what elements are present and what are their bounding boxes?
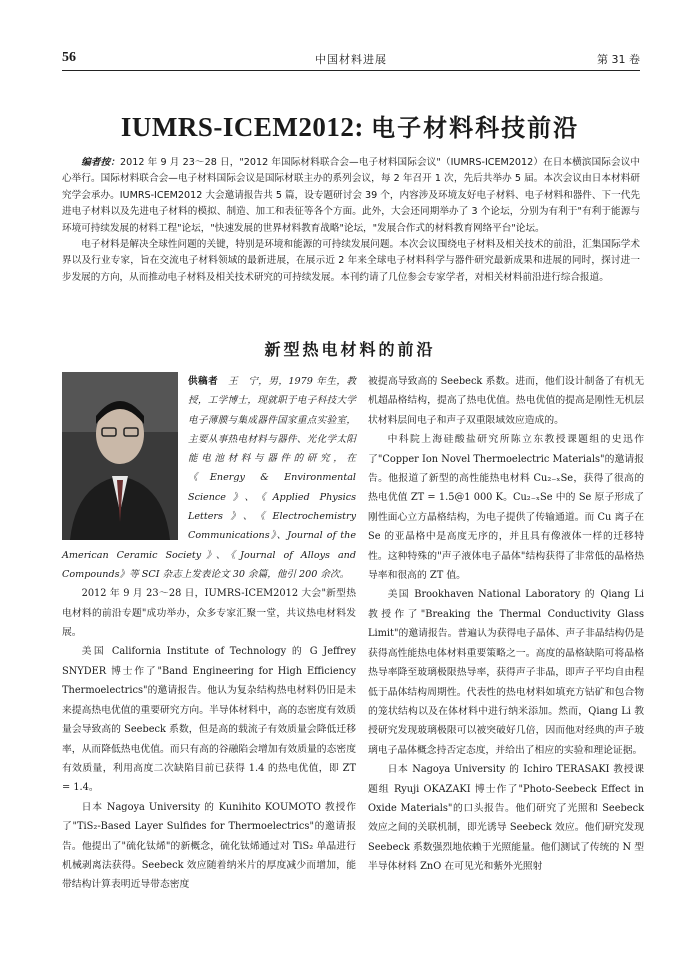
right-para-4: 日本 Nagoya University 的 Ichiro TERASAKI 教授课题组 Ryuji OKAZAKI 博士作了"Photo-Seebeck Effect in Oxide Materials"的口头报告。他们研究了光照和 Seebeck 效应之间的关联机制，即光诱导 Seebeck 效应。他们研究发现 Seebeck 系数强烈地依赖于光照能量。他们测试了传统的 N 型半导体材料 ZnO 在可见光和紫外光照射 (368, 764, 644, 873)
editor-note-label: 编者按： (81, 157, 121, 168)
editor-note (62, 155, 640, 286)
right-para-2: 中科院上海硅酸盐研究所陈立东教授课题组的史迅作了"Copper Ion Novel Thermoelectric Materials"的邀请报告。他报道了新型的高性能热电材料 Cu₂₋ₓSe，获得了很高的热电优值 ZT = 1.5@1 000 K。Cu₂₋ₓSe 中的 Se 原子形成了刚性面心立方晶格结构，为电子提供了传输通道。而 Cu 离子在 Se 的亚晶格中是高度无序的，并且具有像液体一样的迁移特性。这种特殊的"声子液体电子晶体"结构获得了非常低的晶格热导率和很高的 ZT 值。 (368, 434, 644, 582)
left-para-2: 美国 California Institute of Technology 的 G Jeffrey SNYDER 博士作了"Band Engineering for High Efficiency Thermoelectrics"的邀请报告。他认为复杂结构热电材料仍旧是未来提高热电优值的重要研究方向。半导体材料中，高的态密度有效质量会导致高的 Seebeck 系数，但是高的载流子有效质量会降低迁移率，从而降低热电优值。而只有高的谷融陷会增加有效质量的态密度有效质量，利用高度二次缺陷目前已获得 1.4 的热电优值，即 ZT = 1.4。 (62, 646, 356, 794)
left-para-3: 日本 Nagoya University 的 Kunihito KOUMOTO 教授作了"TiS₂-Based Layer Sulfides for Thermoelectrics"的邀请报告。他提出了"硫化钛烯"的新概念，硫化钛烯通过对 TiS₂ 单晶进行机械剥离法获得。Seebeck 效应随着纳米片的厚度减少而增加，能带结构计算表明近导带态密度 (62, 801, 356, 891)
page-number: 56 (62, 50, 76, 65)
volume-label: 第 31 卷 (597, 53, 640, 66)
page-header (62, 48, 640, 71)
title-zh: 电子材料科技前沿 (371, 114, 580, 142)
author-portrait-icon (62, 372, 178, 540)
author-photo (62, 372, 178, 540)
author-bio-label: 供稿者 (188, 376, 219, 387)
journal-name: 中国材料进展 (315, 53, 387, 66)
article-title (0, 108, 700, 143)
left-column (62, 372, 356, 895)
right-column (368, 372, 644, 877)
title-en: IUMRS-ICEM2012: (120, 112, 364, 142)
author-bio: 供稿者 王 宁，男，1979 年生，教授，工学博士，现就职于电子科技大学电子薄膜与集成器件国家重点实验室，主要从事热电材料与器件、光化学太阳能电池材料与器件的研究，在《Energy & Environmental Science》、《Applied Physics Letters》、《Electrochemistry Communications》、Journal of the American Ceramic Society》、《Journal of Alloys and Compounds》等 SCI 杂志上发表论文 30 余篇，他引 200 余次。 (62, 376, 357, 580)
right-para-1: 被提高导致高的 Seebeck 系数。进而，他们设计制备了有机无机超晶格结构，提高了热电优值。热电优值的提高是刚性无机层状材料层间电子和声子双重限域效应造成的。 (368, 376, 644, 426)
left-para-1: 2012 年 9 月 23～28 日，IUMRS-ICEM2012 大会"新型热电材料的前沿专题"成功举办，众多专家汇聚一堂，共议热电材料发展。 (62, 588, 356, 639)
editor-note-para1: 编者按：2012 年 9 月 23～28 日，"2012 年国际材料联合会—电子材料国际会议"（IUMRS-ICEM2012）在日本横滨国际会议中心举行。国际材料联合会—电子材料国际会议是国际材联主办的系列会议，每 2 年召开 1 次，先后共举办 5 届。本次会议由日本材料研究学会承办。IUMRS-ICEM2012 大会邀请报告共 5 篇，设专题研讨会 39 个，内容涉及环境友好电子材料、电子材料和器件、下一代先进电子材料以及先进电子材料的模拟、制造、加工和表征等各个方面。此外，大会还同期举办了 3 个论坛，分别为有利于"有利于能源与环境可持续发展的材料工程"论坛，"快速发展的世界材料教育战略"论坛，"发展合作式的材料教育网络平台"论坛。 (62, 157, 640, 234)
section-title: 新型热电材料的前沿 (264, 340, 436, 359)
editor-note-para2: 电子材料是解决全球性问题的关键，特别是环境和能源的可持续发展问题。本次会议围绕电子材料及相关技术的前沿，汇集国际学术界以及行业专家，旨在交流电子材料领域的最新进展，在展示近 2 年来全球电子材料科学与器件研究最新成果和进展的同时，探讨进一步发展的方向，从而推动电子材料及相关技术研究的可持续发展。本刊约请了几位参会专家学者，对相关材料前沿进行综合报道。 (62, 239, 640, 283)
right-para-3: 美国 Brookhaven National Laboratory 的 Qiang Li 教授作了"Breaking the Thermal Conductivity Glass Limit"的邀请报告。普遍认为获得电子晶体、声子非晶结构仍是获得高性能热电体材料重要策略之一。高度的晶格缺陷可将晶格热导率降至玻璃极限热导率，获得声子非晶，即声子平均自由程低于晶体结构周期性。代表性的热电材料如填充方钴矿和包合物的笼状结构以及在体材料中进行纳米添加。然而，Qiang Li 教授研究发现玻璃极限可以被突破好几倍，因而他对经典的声子玻璃电子晶体概念持否定态度，并给出了相应的实验和理论证据。 (368, 589, 644, 756)
